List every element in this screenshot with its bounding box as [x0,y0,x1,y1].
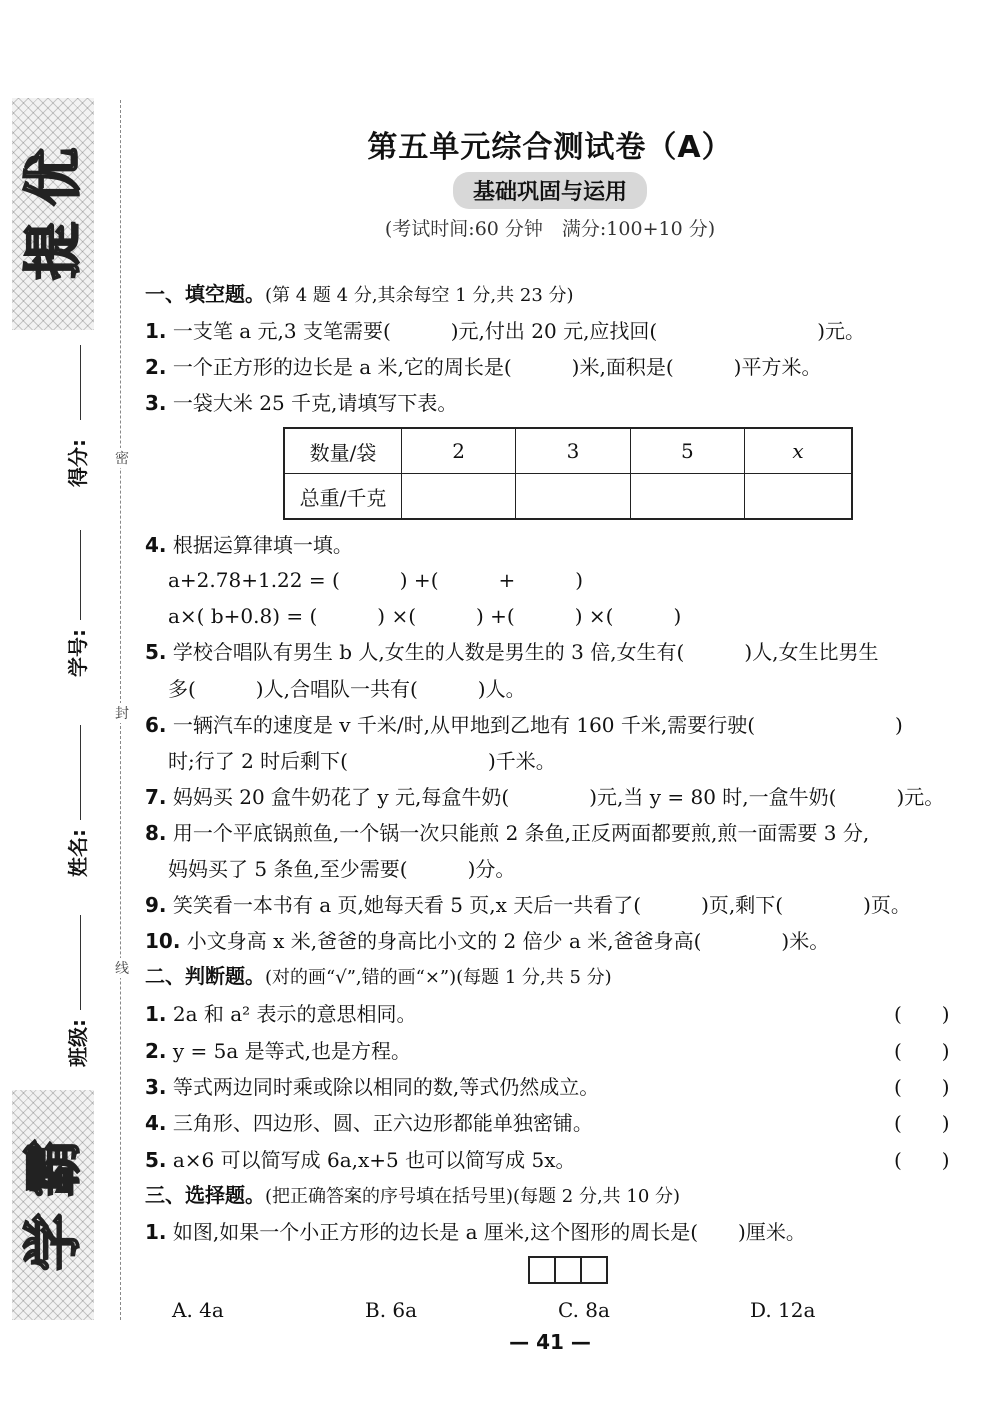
subtitle-wrap [200,172,900,209]
class-field-label: 班级: [66,1019,90,1067]
three-squares-figure [528,1256,608,1284]
choice-question-1: 1. 如图,如果一个小正方形的边长是 a 厘米,这个图形的周长是( )厘米。 [145,1220,806,1244]
option-d[interactable]: D. 12a [750,1298,816,1322]
banner-char: 霸 [18,1138,87,1198]
banner-char: 优 [18,147,87,207]
option-c[interactable]: C. 8a [558,1298,610,1322]
judge-item-1: 1. 2a 和 a² 表示的意思相同。 [145,1002,417,1026]
table-row [284,474,852,520]
side-banner-top [12,98,94,330]
question-1-4a: a+2.78+1.22 = ( ) +( + ) [168,568,584,592]
answer-cell[interactable] [402,474,516,520]
option-b[interactable]: B. 6a [365,1298,418,1322]
question-1-10: 10. 小文身高 x 米,爸爸的身高比小文的 2 倍少 a 米,爸爸身高( )米。 [145,929,830,953]
question-1-4: 4. 根据运算律填一填。 [145,533,353,557]
page-number: — 41 — [509,1330,591,1354]
question-1-6b: 时;行了 2 时后剩下( )千米。 [168,749,556,773]
question-1-1: 1. 一支笔 a 元,3 支笔需要( )元,付出 20 元,应找回( )元。 [145,319,866,343]
table-header-cell: 总重/千克 [284,474,402,520]
question-1-3: 3. 一袋大米 25 千克,请填写下表。 [145,391,458,415]
page-title: 第五单元综合测试卷（A） [367,130,733,165]
table-cell: 3 [516,428,630,474]
subtitle-badge: 基础巩固与运用 [453,172,647,209]
judge-item-4: 4. 三角形、四边形、圆、正六边形都能单独密铺。 [145,1111,593,1135]
judge-item-2: 2. y = 5a 是等式,也是方程。 [145,1039,412,1063]
judge-answer-2[interactable]: ( ) [894,1039,950,1063]
question-1-5b: 多( )人,合唱队一共有( )人。 [168,677,526,701]
judge-item-5: 5. a×6 可以简写成 6a,x+5 也可以简写成 5x。 [145,1148,576,1172]
table-cell: 5 [630,428,744,474]
exam-info: (考试时间:60 分钟 满分:100+10 分) [384,218,716,240]
seal-char-mi: 密 [112,448,132,468]
answer-cell[interactable] [516,474,630,520]
answer-cell[interactable] [630,474,744,520]
question-1-6a: 6. 一辆汽车的速度是 v 千米/时,从甲地到乙地有 160 千米,需要行驶( ) [145,713,903,737]
judge-answer-1[interactable]: ( ) [894,1002,950,1026]
question-1-2: 2. 一个正方形的边长是 a 米,它的周长是( )米,面积是( )平方米。 [145,355,822,379]
section2-heading: 二、判断题。(对的画“√”,错的画“×”)(每题 1 分,共 5 分) [145,964,612,988]
table-row [284,428,852,474]
question-1-7: 7. 妈妈买 20 盒牛奶花了 y 元,每盒牛奶( )元,当 y = 80 时,一盒牛奶( )元。 [145,785,945,809]
score-field-line [80,345,81,420]
option-a[interactable]: A. 4a [172,1298,224,1322]
banner-char: 学 [18,1212,87,1272]
seal-char-feng: 封 [112,703,132,723]
judge-item-3: 3. 等式两边同时乘或除以相同的数,等式仍然成立。 [145,1075,600,1099]
judge-answer-4[interactable]: ( ) [894,1111,950,1135]
answer-cell[interactable] [745,474,852,520]
table-cell: 2 [402,428,516,474]
rice-table [283,427,853,520]
seal-char-xian: 线 [112,958,132,978]
question-1-9: 9. 笑笑看一本书有 a 页,她每天看 5 页,x 天后一共看了( )页,剩下( )页。 [145,893,911,917]
name-field-label: 姓名: [66,829,90,877]
id-field-label: 学号: [66,629,90,677]
score-field-label: 得分: [66,439,90,487]
table-cell: x [745,428,852,474]
section1-heading: 一、填空题。(第 4 题 4 分,其余每空 1 分,共 23 分) [145,282,574,306]
question-1-8b: 妈妈买了 5 条鱼,至少需要( )分。 [168,857,516,881]
id-field-line [80,530,81,620]
question-1-4b: a×( b+0.8) = ( ) ×( ) +( ) ×( ) [168,604,682,628]
judge-answer-5[interactable]: ( ) [894,1148,950,1172]
class-field-line [80,915,81,1010]
question-1-8a: 8. 用一个平底锅煎鱼,一个锅一次只能煎 2 条鱼,正反两面都要煎,煎一面需要 3 分, [145,821,870,845]
side-banner-bottom [12,1090,94,1320]
section3-heading: 三、选择题。(把正确答案的序号填在括号里)(每题 2 分,共 10 分) [145,1183,681,1207]
banner-char: 提 [18,221,87,281]
table-header-cell: 数量/袋 [284,428,402,474]
judge-answer-3[interactable]: ( ) [894,1075,950,1099]
name-field-line [80,725,81,820]
question-1-5a: 5. 学校合唱队有男生 b 人,女生的人数是男生的 3 倍,女生有( )人,女生比男生 [145,640,879,664]
